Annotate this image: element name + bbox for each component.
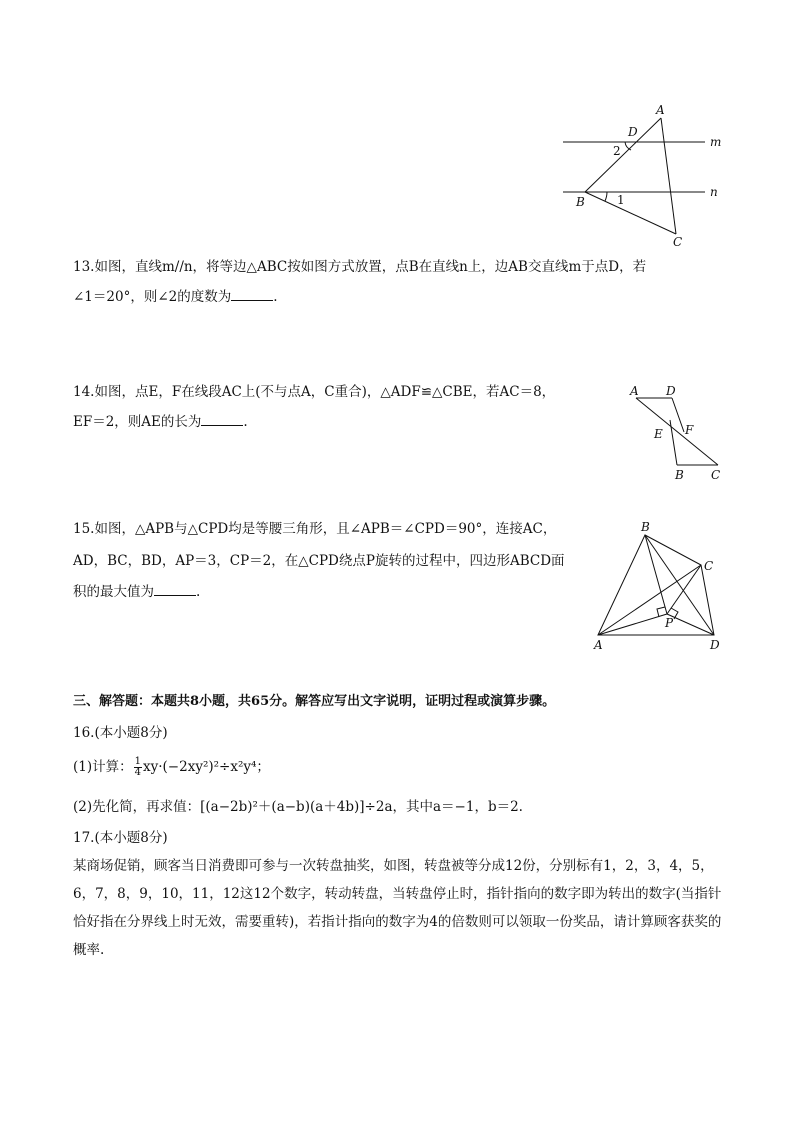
q16-part-1 (73, 757, 270, 778)
q14-line-2 (73, 412, 248, 432)
label-d: D (710, 638, 720, 652)
segment-bp (645, 535, 667, 614)
answer-blank (231, 288, 273, 301)
q13-line-2 (73, 287, 278, 307)
label-a: A (594, 638, 603, 652)
label-n: n (710, 185, 718, 199)
segment-ap (598, 614, 667, 635)
label-m: m (710, 135, 722, 149)
q15-line-2: AD，BC，BD，AP＝3，CP＝2，在△CPD绕点P旋转的过程中，四边形ABCD面 (73, 553, 565, 569)
q15-line-1: 15.如图，△APB与△CPD均是等腰三角形，且∠APB＝∠CPD＝90°，连接AC， (73, 521, 557, 537)
q16-part-1-label: (1)计算： (73, 759, 133, 775)
q14-line-2-text: EF＝2，则AE的长为 (73, 414, 202, 430)
label-a: A (656, 103, 665, 117)
fraction-denominator: 4 (134, 767, 141, 778)
q17-body: 某商场促销，顾客当日消费即可参与一次转盘抽奖，如图，转盘被等分成12份，分别标有1，2，3，4，5，6，7，8，9，10，11，12这12个数字，转动转盘，当转盘停止时，指针指向的数字即为转出的数字(当指针恰好指在分界线上时无效，需要重转)，若指计指向的数字为4的倍数则可以领取一份奖品，请计算顾客获奖的概率. (73, 858, 722, 958)
segment-ac (661, 118, 676, 234)
q15-line-3 (73, 582, 200, 602)
segment-ac (636, 398, 718, 465)
angle-1-arc (605, 192, 607, 201)
q15-line-3-end: . (196, 584, 201, 600)
label-f: F (685, 423, 694, 437)
q16-part-1-expression: xy·(−2xy²)²÷x²y⁴； (143, 759, 270, 775)
segment-ac (598, 565, 701, 635)
label-e: E (654, 427, 663, 441)
q17-title: 17.(本小题8分) (73, 830, 168, 846)
label-d: D (666, 384, 676, 398)
label-b: B (675, 468, 684, 482)
answer-blank (154, 583, 196, 596)
label-c: C (704, 559, 714, 573)
q13-line-2-text: ∠1＝20°，则∠2的度数为 (73, 289, 232, 305)
figure-q15 (585, 518, 735, 658)
q16-title: 16.(本小题8分) (73, 725, 168, 741)
fraction-one-quarter (134, 757, 142, 778)
q13-line-2-end: . (273, 289, 278, 305)
label-c: C (711, 468, 721, 482)
label-2: 2 (613, 144, 621, 158)
q16-part-2: (2)先化简，再求值：[(a−2b)²＋(a−b)(a＋4b)]÷2a，其中a＝−1，b＝2. (73, 799, 523, 815)
label-b: B (576, 195, 585, 209)
label-c: C (673, 235, 683, 249)
answer-blank (201, 413, 243, 426)
fraction-numerator: 1 (134, 756, 141, 767)
section-heading: 三、解答题：本题共8小题，共65分。解答应写出文字说明，证明过程或演算步骤。 (73, 694, 556, 709)
q14-line-1: 14.如图，点E，F在线段AC上(不与点A，C重合)，△ADF≌△CBE，若AC＝8， (73, 384, 556, 400)
segment-ab (585, 118, 661, 192)
q14-line-2-end: . (243, 414, 248, 430)
segment-be (670, 420, 677, 465)
quadrilateral-abcd (598, 535, 714, 635)
label-a: A (630, 384, 639, 398)
label-d: D (628, 125, 638, 139)
segment-cp (667, 565, 701, 614)
label-1: 1 (617, 193, 625, 207)
figure-q13 (555, 100, 735, 250)
label-b: B (641, 520, 650, 534)
angle-2-arc (625, 142, 631, 150)
q13-line-1: 13.如图，直线m//n，将等边△ABC按如图方式放置，点B在直线n上，边AB交直线m于点D，若 (73, 259, 647, 275)
segment-df (672, 398, 684, 432)
q15-line-3-text: 积的最大值为 (73, 584, 154, 600)
label-p: P (665, 616, 674, 630)
segment-bc (585, 192, 676, 234)
figure-q14 (622, 380, 732, 485)
